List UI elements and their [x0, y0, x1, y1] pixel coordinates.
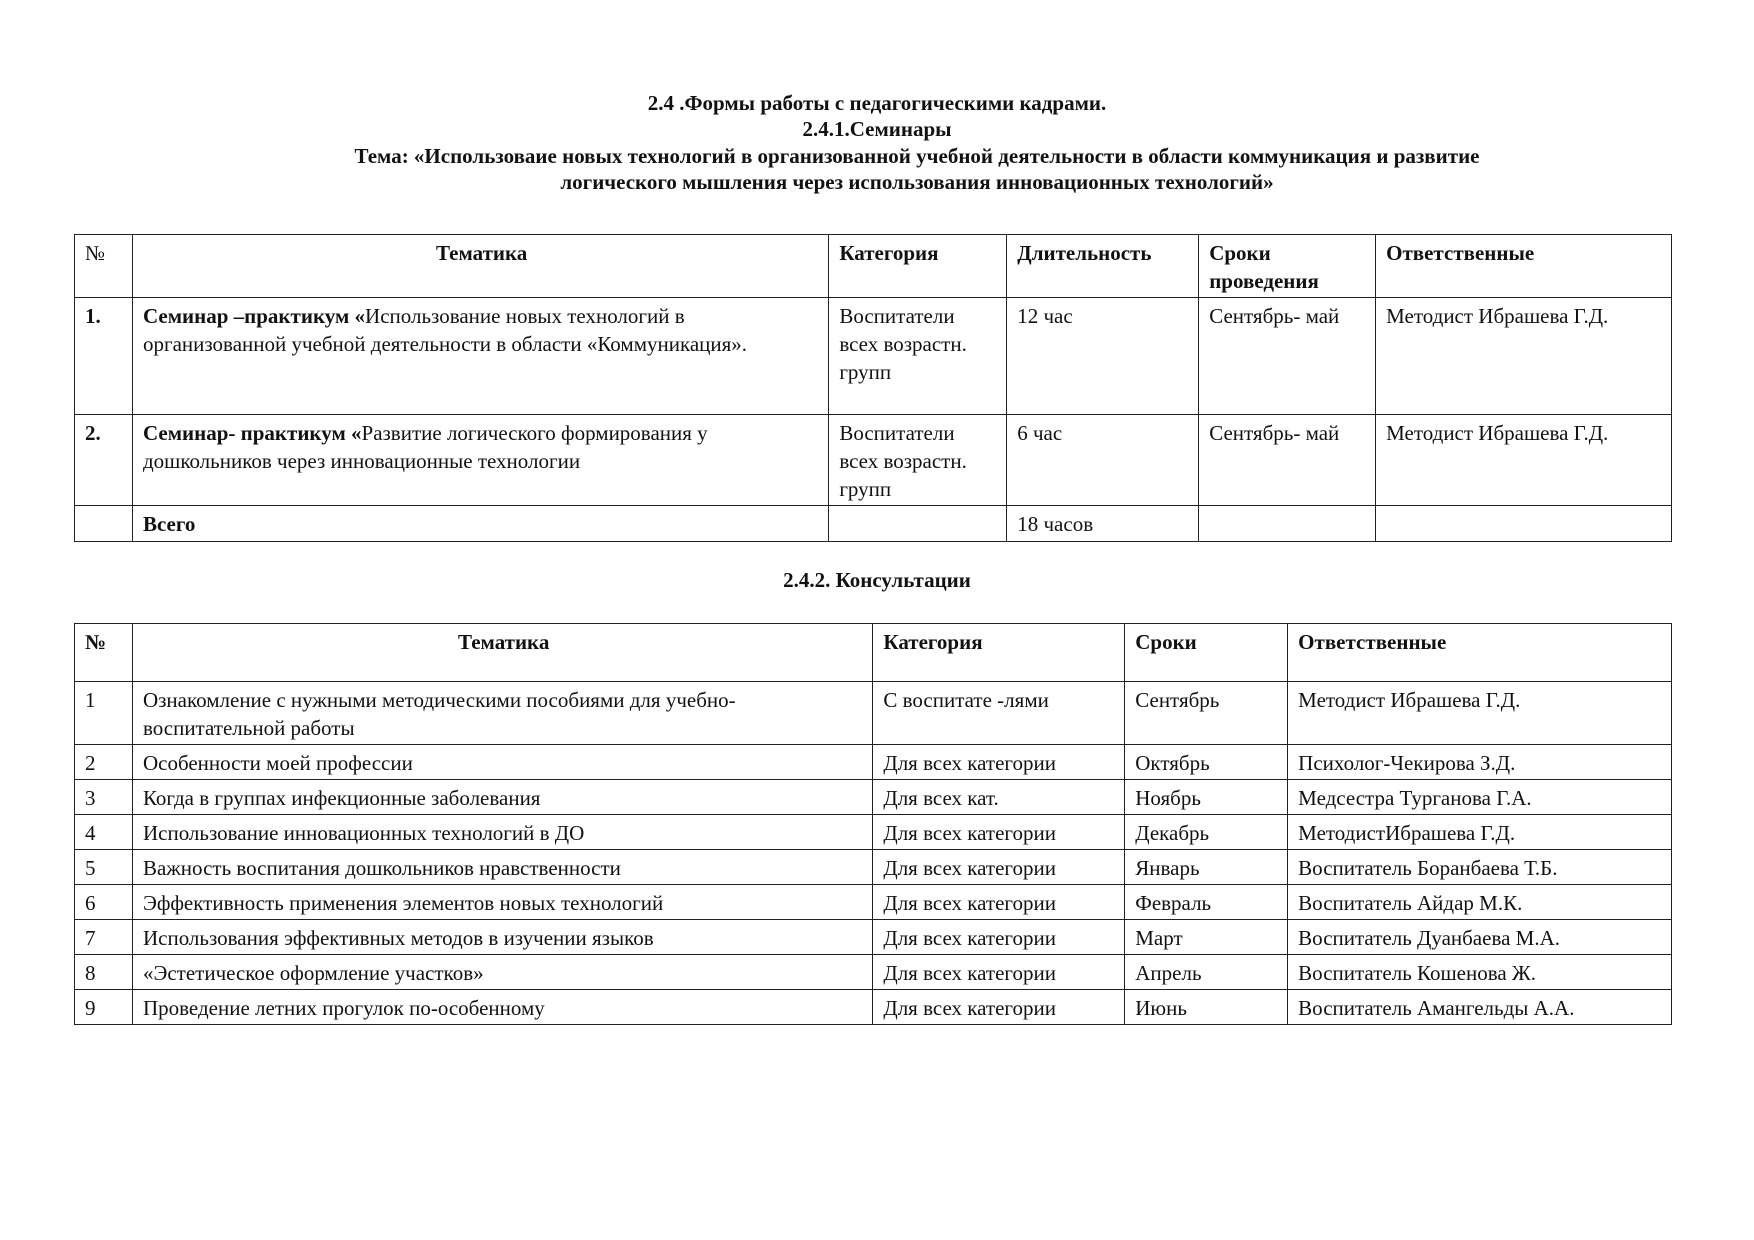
row-responsible: Медсестра Турганова Г.А. [1288, 780, 1672, 815]
col-header-topic: Тематика [132, 235, 828, 298]
col-header-dates: Сроки проведения [1199, 235, 1376, 298]
row-dates: Сентябрь- май [1199, 415, 1376, 506]
row-responsible: Воспитатель Дуанбаева М.А. [1288, 920, 1672, 955]
col-header-month: Сроки [1125, 624, 1288, 682]
row-topic: Ознакомление с нужными методическими пособиями для учебно-воспитательной работы [132, 682, 872, 745]
col-header-topic: Тематика [132, 624, 872, 682]
row-responsible: МетодистИбрашева Г.Д. [1288, 815, 1672, 850]
seminars-header-row [75, 235, 1672, 298]
col-header-num: № [75, 624, 133, 682]
row-category: Для всех категории [873, 990, 1125, 1025]
table-row [75, 682, 1672, 745]
table-row [75, 920, 1672, 955]
row-number: 3 [75, 780, 133, 815]
col-header-category: Категория [829, 235, 1007, 298]
row-topic: «Эстетическое оформление участков» [132, 955, 872, 990]
total-label: Всего [132, 506, 828, 542]
total-duration: 18 часов [1007, 506, 1199, 542]
total-row [75, 506, 1672, 542]
seminars-theme-line2: логического мышления через использования инновационных технологий» [560, 170, 1274, 194]
seminars-theme-line1: Тема: «Использоваие новых технологий в организованной учебной деятельности в области коммуникация и развитие [354, 144, 1480, 168]
row-responsible: Методист Ибрашева Г.Д. [1288, 682, 1672, 745]
row-number: 1 [75, 682, 133, 745]
row-category: Для всех категории [873, 955, 1125, 990]
table-row [75, 780, 1672, 815]
row-responsible: Методист Ибрашева Г.Д. [1376, 298, 1672, 415]
row-topic: Использования эффективных методов в изучении языков [132, 920, 872, 955]
row-month: Ноябрь [1125, 780, 1288, 815]
table-row [75, 850, 1672, 885]
row-month: Март [1125, 920, 1288, 955]
row-category: Для всех категории [873, 745, 1125, 780]
row-category: Для всех кат. [873, 780, 1125, 815]
row-topic: Важность воспитания дошкольников нравственности [132, 850, 872, 885]
table-row [75, 298, 1672, 415]
row-responsible: Методист Ибрашева Г.Д. [1376, 415, 1672, 506]
row-category: Воспитатели всех возрастн. групп [829, 298, 1007, 415]
row-responsible: Психолог-Чекирова З.Д. [1288, 745, 1672, 780]
row-topic: Семинар- практикум «Развитие логического формирования у дошкольников через инновационные технологии [132, 415, 828, 506]
row-month: Сентябрь [1125, 682, 1288, 745]
row-responsible: Воспитатель Боранбаева Т.Б. [1288, 850, 1672, 885]
consultations-table [74, 623, 1672, 1025]
row-month: Июнь [1125, 990, 1288, 1025]
row-duration: 12 час [1007, 298, 1199, 415]
row-month: Декабрь [1125, 815, 1288, 850]
row-category: С воспитате -лями [873, 682, 1125, 745]
consultations-header-row [75, 624, 1672, 682]
col-header-duration: Длительность [1007, 235, 1199, 298]
row-dates: Сентябрь- май [1199, 298, 1376, 415]
row-number: 2. [75, 415, 133, 506]
row-topic: Использование инновационных технологий в ДО [132, 815, 872, 850]
row-responsible: Воспитатель Амангельды А.А. [1288, 990, 1672, 1025]
table-row [75, 415, 1672, 506]
table-row [75, 990, 1672, 1025]
table-row [75, 745, 1672, 780]
row-topic: Когда в группах инфекционные заболевания [132, 780, 872, 815]
row-responsible: Воспитатель Кошенова Ж. [1288, 955, 1672, 990]
table-row [75, 815, 1672, 850]
row-category: Для всех категории [873, 850, 1125, 885]
row-number: 6 [75, 885, 133, 920]
row-number: 7 [75, 920, 133, 955]
table-row [75, 955, 1672, 990]
row-month: Апрель [1125, 955, 1288, 990]
col-header-responsible: Ответственные [1288, 624, 1672, 682]
row-topic: Эффективность применения элементов новых технологий [132, 885, 872, 920]
row-category: Для всех категории [873, 815, 1125, 850]
table-row [75, 885, 1672, 920]
col-header-responsible: Ответственные [1376, 235, 1672, 298]
row-number: 8 [75, 955, 133, 990]
col-header-category: Категория [873, 624, 1125, 682]
row-category: Воспитатели всех возрастн. групп [829, 415, 1007, 506]
row-topic: Проведение летних прогулок по-особенному [132, 990, 872, 1025]
seminars-table [74, 234, 1672, 542]
row-number: 2 [75, 745, 133, 780]
row-category: Для всех категории [873, 885, 1125, 920]
row-month: Январь [1125, 850, 1288, 885]
row-number: 9 [75, 990, 133, 1025]
row-category: Для всех категории [873, 920, 1125, 955]
row-number: 1. [75, 298, 133, 415]
row-topic: Семинар –практикум «Использование новых технологий в организованной учебной деятельности в области «Коммуникация». [132, 298, 828, 415]
seminars-heading: 2.4.1.Семинары [802, 117, 952, 141]
row-number: 4 [75, 815, 133, 850]
row-duration: 6 час [1007, 415, 1199, 506]
row-responsible: Воспитатель Айдар М.К. [1288, 885, 1672, 920]
row-number: 5 [75, 850, 133, 885]
col-header-num: № [75, 235, 133, 298]
row-month: Октябрь [1125, 745, 1288, 780]
section-title: 2.4 .Формы работы с педагогическими кадрами. [647, 91, 1107, 115]
row-month: Февраль [1125, 885, 1288, 920]
consultations-heading: 2.4.2. Консультации [783, 568, 971, 592]
row-topic: Особенности моей профессии [132, 745, 872, 780]
